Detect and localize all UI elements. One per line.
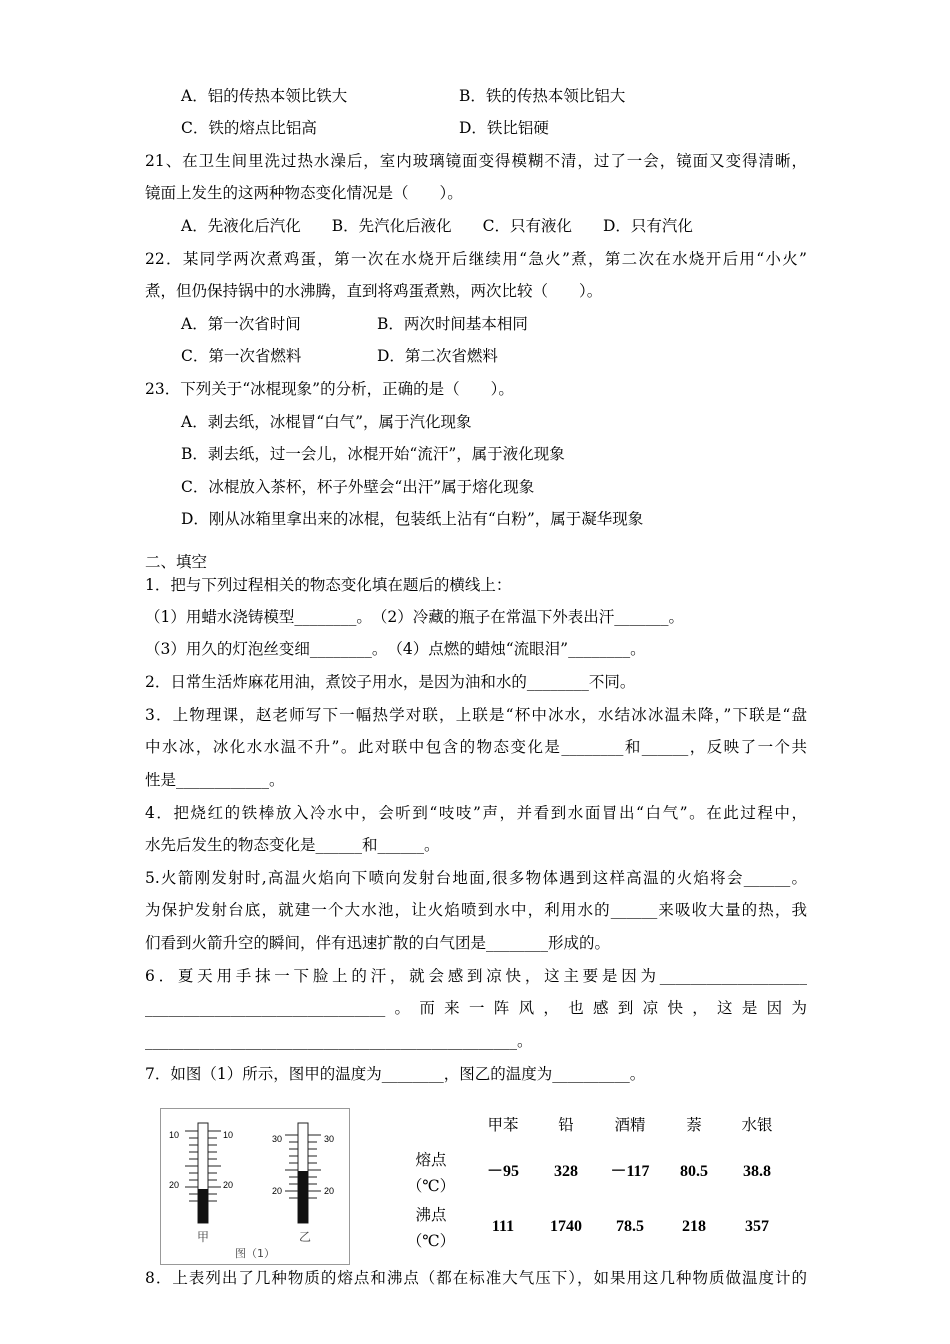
fill-1-parts-b: （3）用久的灯泡丝变细________。 （4）点燃的蜡烛“流眼泪”________。 — [145, 640, 646, 658]
tick-label-yi-right-2: 20 — [324, 1186, 335, 1196]
melting-lead: 328 — [554, 1163, 578, 1180]
q20-option-b: B．铁的传热本领比铝大 — [459, 87, 626, 105]
q21-stem-line2: 镜面上发生的这两种物态变化情况是（ ）。 — [145, 184, 463, 202]
fill-6-line1: 6．夏天用手抹一下脸上的汗，就会感到凉快，这主要是因为___________________ — [145, 967, 807, 985]
fill-1-parts-a: （1）用蜡水浇铸模型________。 （2）冷藏的瓶子在常温下外表出汗_______。 — [145, 608, 684, 626]
boiling-alcohol: 78.5 — [616, 1218, 644, 1235]
q23-stem: 23．下列关于“冰棍现象”的分析，正确的是（ ）。 — [145, 380, 514, 398]
row-label-melting: 熔点 — [415, 1151, 447, 1169]
fill-6-line3: ________________________________________________。 — [145, 1032, 533, 1050]
tick-label-yi-left-2: 20 — [272, 1186, 283, 1196]
fill-7: 7．如图（1）所示，图甲的温度为________，图乙的温度为__________。 — [145, 1065, 646, 1083]
fill-5-line3: 们看到火箭升空的瞬间，伴有迅速扩散的白气团是________形成的。 — [145, 934, 611, 952]
fill-3-line2: 中水冰，冰化水水温不升”。此对联中包含的物态变化是________和______，反映了一个共 — [145, 738, 807, 756]
section-title: 二、填空 — [145, 553, 208, 571]
thermometer-drawing — [161, 1109, 349, 1264]
table-header-alcohol: 酒精 — [614, 1116, 646, 1134]
q23-option-d: D．刚从冰箱里拿出来的冰棍，包装纸上沾有“白粉”，属于凝华现象 — [181, 510, 644, 528]
melting-alcohol: －117 — [610, 1163, 650, 1180]
boiling-lead: 1740 — [550, 1218, 582, 1235]
row-label-boiling: 沸点 — [415, 1206, 447, 1224]
boiling-naphthalene: 218 — [682, 1218, 706, 1235]
fill-4-line2: 水先后发生的物态变化是______和______。 — [145, 836, 440, 854]
row-unit-boiling: （℃） — [406, 1232, 456, 1250]
thermometer-figure — [160, 1108, 350, 1265]
tick-label-jia-right: 10 — [223, 1130, 234, 1140]
fill-3-line1: 3．上物理课，赵老师写下一幅热学对联，上联是“杯中冰水，水结冰冰温未降，”下联是“盘 — [145, 706, 807, 724]
q22-option-a: A．第一次省时间 — [181, 315, 301, 333]
q22-option-b: B．两次时间基本相同 — [377, 315, 528, 333]
q21-options: A．先液化后汽化 B．先汽化后液化 C．只有液化 D．只有汽化 — [181, 217, 693, 235]
q20-option-d: D．铁比铝硬 — [459, 119, 549, 137]
tick-label-yi-right: 30 — [324, 1134, 335, 1144]
table-header-naphthalene: 萘 — [686, 1116, 702, 1134]
tick-label-yi-left: 30 — [272, 1134, 283, 1144]
tick-label-jia-left-2: 20 — [169, 1180, 180, 1190]
fill-4-line1: 4．把烧红的铁棒放入冷水中，会听到“吱吱”声，并看到水面冒出“白气”。在此过程中， — [145, 804, 807, 822]
fill-1-stem: 1．把与下列过程相关的物态变化填在题后的横线上： — [145, 576, 512, 594]
boiling-toluene: 111 — [491, 1218, 515, 1235]
q20-option-a: A．铝的传热本领比铁大 — [181, 87, 348, 105]
q22-stem-line2: 煮，但仍保持锅中的水沸腾，直到将鸡蛋煮熟，两次比较（ ）。 — [145, 282, 603, 300]
figure-caption: 图（1） — [235, 1247, 275, 1260]
boiling-mercury: 357 — [745, 1218, 769, 1235]
fill-3-line3: 性是____________。 — [145, 771, 285, 789]
fill-5-line2: 为保护发射台底，就建一个大水池，让火焰喷到水中，利用水的______来吸收大量的热，我 — [145, 901, 807, 919]
fill-8-line1: 8．上表列出了几种物质的熔点和沸点（都在标准大气压下），如果用这几种物质做温度计的 — [145, 1269, 807, 1287]
q22-stem-line1: 22．某同学两次煮鸡蛋，第一次在水烧开后继续用“急火”煮，第二次在水烧开后用“小火” — [145, 250, 807, 268]
q23-option-c: C．冰棍放入茶杯，杯子外壁会“出汗”属于熔化现象 — [181, 478, 535, 496]
melting-mercury: 38.8 — [743, 1163, 771, 1180]
fill-6-line2: _______________________________。而来一阵风，也感到凉快，这是因为 — [145, 999, 807, 1017]
label-yi: 乙 — [299, 1230, 312, 1244]
table-header-mercury: 水银 — [741, 1116, 773, 1134]
table-header-lead: 铅 — [558, 1116, 574, 1134]
q22-option-d: D．第二次省燃料 — [377, 347, 498, 365]
tick-label-jia-right-2: 20 — [223, 1180, 234, 1190]
q23-option-b: B．剥去纸，过一会儿，冰棍开始“流汗”，属于液化现象 — [181, 445, 565, 463]
fill-5-line1: 5.火箭刚发射时,高温火焰向下喷向发射台地面,很多物体遇到这样高温的火焰将会______。 — [145, 869, 807, 887]
thermometer-yi — [272, 1123, 334, 1223]
tick-label-jia-left: 10 — [169, 1130, 180, 1140]
q20-option-c: C．铁的熔点比铝高 — [181, 119, 317, 137]
label-jia: 甲 — [197, 1230, 210, 1244]
thermometer-jia — [169, 1123, 233, 1223]
melting-toluene: －95 — [486, 1163, 519, 1180]
row-unit-melting: （℃） — [406, 1177, 456, 1195]
q22-option-c: C．第一次省燃料 — [181, 347, 302, 365]
q21-stem-line1: 21、在卫生间里洗过热水澡后，室内玻璃镜面变得模糊不清，过了一会，镜面又变得清晰， — [145, 152, 807, 170]
table-header-toluene: 甲苯 — [487, 1116, 519, 1134]
melting-naphthalene: 80.5 — [680, 1163, 708, 1180]
q23-option-a: A．剥去纸，冰棍冒“白气”，属于汽化现象 — [181, 413, 472, 431]
fill-2: 2．日常生活炸麻花用油，煮饺子用水，是因为油和水的________不同。 — [145, 673, 636, 691]
